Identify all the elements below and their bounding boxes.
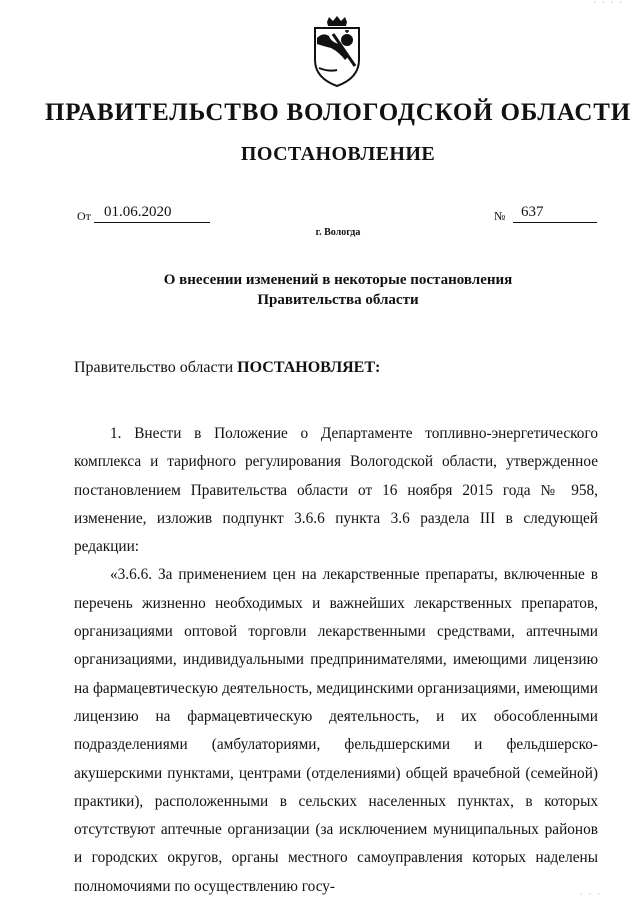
number-label: № [494, 209, 506, 223]
document-type: ПОСТАНОВЛЕНИЕ [240, 143, 436, 165]
number-underline [513, 222, 597, 223]
subject-line-2: Правительства области [257, 292, 419, 308]
subject-line-1: О внесении изменений в некоторые постановления [163, 272, 513, 288]
document-body [74, 420, 598, 901]
government-title: ПРАВИТЕЛЬСТВО ВОЛОГОДСКОЙ ОБЛАСТИ [44, 99, 632, 126]
paragraph-1: 1. Внести в Положение о Департаменте топливно-энергетического комплекса и тарифного регулирования Вологодской области, утвержденное постановлением Правительства области от 16 ноября 2015 года № 958, изменение, изложив подпункт 3.6.6 пункта 3.6 раздела III в следующей редакции: [74, 425, 598, 556]
decree-prefix: Правительство области [74, 359, 234, 376]
decree-statement [74, 359, 380, 377]
paragraph-2: «3.6.6. За применением цен на лекарственные препараты, включенные в перечень жизненно необходимых и важнейших лекарственных препаратов, организациями оптовой торговли лекарственными средствами, аптечными организациями, индивидуальными предпринимателями, имеющими лицензию на фармацевтическую деятельность, медицинскими организациями, имеющими лицензию на фармацевтическую деятельность, и их обособленными подразделениями (амбулаториями, фельдшерскими и фельдшерско-акушерскими пунктами, центрами (отделениями) общей врачебной (семейной) практики), расположенными в сельских населенных пунктах, в которых отсутствуют аптечные организации (за исключением муниципальных районов и городских округов, органы местного самоуправления которых наделены полномочиями по осуществлению госу- [74, 566, 598, 895]
document-number: 637 [521, 204, 544, 220]
date-label: От [77, 209, 91, 223]
page-corner-mark: · · · · [593, 0, 624, 7]
document-date: 01.06.2020 [104, 204, 172, 220]
page-bottom-mark: · · · [580, 890, 602, 899]
city: г. Вологда [315, 227, 361, 238]
decree-verb: ПОСТАНОВЛЯЕТ: [237, 359, 381, 376]
date-underline [94, 222, 210, 223]
vologda-coat-of-arms-icon [305, 16, 369, 88]
document-subject [0, 270, 640, 310]
